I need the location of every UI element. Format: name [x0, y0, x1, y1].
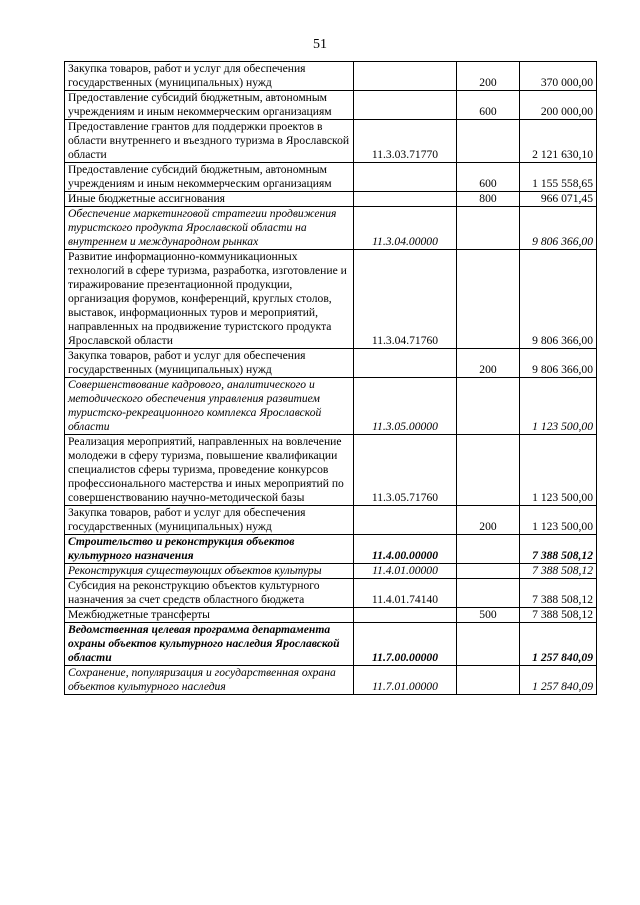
row-code — [354, 91, 457, 120]
row-amount: 200 000,00 — [520, 91, 597, 120]
table-row — [65, 535, 597, 564]
budget-table-body — [65, 62, 597, 695]
row-expense-type: 200 — [457, 506, 520, 535]
row-expense-type: 600 — [457, 163, 520, 192]
row-amount: 2 121 630,10 — [520, 120, 597, 163]
table-row — [65, 623, 597, 666]
table-row — [65, 91, 597, 120]
row-name: Межбюджетные трансферты — [65, 608, 354, 623]
row-name: Развитие информационно-коммуникационных технологий в сфере туризма, разработка, изготовление и тиражирование презентационной продукции, организация форумов, конференций, круглых столов, выставок, информационных туров и мероприятий, направленных на продвижение туристского продукта Ярославской области — [65, 250, 354, 349]
row-code: 11.7.00.00000 — [354, 623, 457, 666]
row-amount: 7 388 508,12 — [520, 579, 597, 608]
row-name: Совершенствование кадрового, аналитического и методического обеспечения управления развитием туристско-рекреационного комплекса Ярославской области — [65, 378, 354, 435]
table-row — [65, 506, 597, 535]
row-code — [354, 506, 457, 535]
row-name: Обеспечение маркетинговой стратегии продвижения туристского продукта Ярославской области на внутреннем и международном рынках — [65, 207, 354, 250]
row-amount: 1 123 500,00 — [520, 435, 597, 506]
budget-table — [64, 61, 597, 695]
row-expense-type: 200 — [457, 62, 520, 91]
table-row — [65, 62, 597, 91]
row-code: 11.4.01.74140 — [354, 579, 457, 608]
row-code: 11.7.01.00000 — [354, 666, 457, 695]
row-code — [354, 192, 457, 207]
row-expense-type — [457, 250, 520, 349]
table-row — [65, 564, 597, 579]
table-row — [65, 120, 597, 163]
row-code: 11.3.05.71760 — [354, 435, 457, 506]
row-name: Закупка товаров, работ и услуг для обеспечения государственных (муниципальных) нужд — [65, 62, 354, 91]
table-row — [65, 250, 597, 349]
row-expense-type — [457, 207, 520, 250]
row-name: Субсидия на реконструкцию объектов культурного назначения за счет средств областного бюджета — [65, 579, 354, 608]
row-amount: 7 388 508,12 — [520, 564, 597, 579]
row-expense-type — [457, 666, 520, 695]
row-name: Ведомственная целевая программа департамента охраны объектов культурного наследия Ярославской области — [65, 623, 354, 666]
table-row — [65, 608, 597, 623]
row-expense-type — [457, 120, 520, 163]
row-name: Иные бюджетные ассигнования — [65, 192, 354, 207]
row-name: Закупка товаров, работ и услуг для обеспечения государственных (муниципальных) нужд — [65, 349, 354, 378]
row-code — [354, 62, 457, 91]
row-code: 11.3.05.00000 — [354, 378, 457, 435]
row-amount: 1 123 500,00 — [520, 378, 597, 435]
row-name: Реконструкция существующих объектов культуры — [65, 564, 354, 579]
row-amount: 1 155 558,65 — [520, 163, 597, 192]
table-row — [65, 163, 597, 192]
row-name: Предоставление грантов для поддержки проектов в области внутреннего и въездного туризма в Ярославской области — [65, 120, 354, 163]
table-row — [65, 207, 597, 250]
row-name: Строительство и реконструкция объектов культурного назначения — [65, 535, 354, 564]
row-amount: 7 388 508,12 — [520, 535, 597, 564]
row-expense-type: 500 — [457, 608, 520, 623]
row-code — [354, 163, 457, 192]
row-amount: 9 806 366,00 — [520, 250, 597, 349]
row-amount: 1 257 840,09 — [520, 666, 597, 695]
row-expense-type: 200 — [457, 349, 520, 378]
row-name: Предоставление субсидий бюджетным, автономным учреждениям и иным некоммерческим организациям — [65, 163, 354, 192]
table-row — [65, 666, 597, 695]
row-expense-type: 800 — [457, 192, 520, 207]
row-code: 11.4.00.00000 — [354, 535, 457, 564]
row-amount: 9 806 366,00 — [520, 207, 597, 250]
table-row — [65, 579, 597, 608]
row-code: 11.3.04.71760 — [354, 250, 457, 349]
row-expense-type — [457, 579, 520, 608]
row-expense-type — [457, 435, 520, 506]
table-row — [65, 192, 597, 207]
row-amount: 7 388 508,12 — [520, 608, 597, 623]
row-name: Сохранение, популяризация и государственная охрана объектов культурного наследия — [65, 666, 354, 695]
row-code: 11.4.01.00000 — [354, 564, 457, 579]
row-amount: 966 071,45 — [520, 192, 597, 207]
row-name: Закупка товаров, работ и услуг для обеспечения государственных (муниципальных) нужд — [65, 506, 354, 535]
row-amount: 370 000,00 — [520, 62, 597, 91]
page-number: 51 — [313, 37, 327, 52]
row-expense-type: 600 — [457, 91, 520, 120]
table-row — [65, 435, 597, 506]
row-code — [354, 608, 457, 623]
row-amount: 1 123 500,00 — [520, 506, 597, 535]
table-row — [65, 349, 597, 378]
row-code: 11.3.03.71770 — [354, 120, 457, 163]
row-expense-type — [457, 564, 520, 579]
row-expense-type — [457, 378, 520, 435]
row-name: Реализация мероприятий, направленных на вовлечение молодежи в сферу туризма, повышение квалификации специалистов сферы туризма, проведение конкурсов профессионального мастерства и иных мероприятий по совершенствованию научно-методической базы — [65, 435, 354, 506]
row-code: 11.3.04.00000 — [354, 207, 457, 250]
row-amount: 1 257 840,09 — [520, 623, 597, 666]
row-name: Предоставление субсидий бюджетным, автономным учреждениям и иным некоммерческим организациям — [65, 91, 354, 120]
row-amount: 9 806 366,00 — [520, 349, 597, 378]
table-row — [65, 378, 597, 435]
row-expense-type — [457, 535, 520, 564]
row-expense-type — [457, 623, 520, 666]
row-code — [354, 349, 457, 378]
